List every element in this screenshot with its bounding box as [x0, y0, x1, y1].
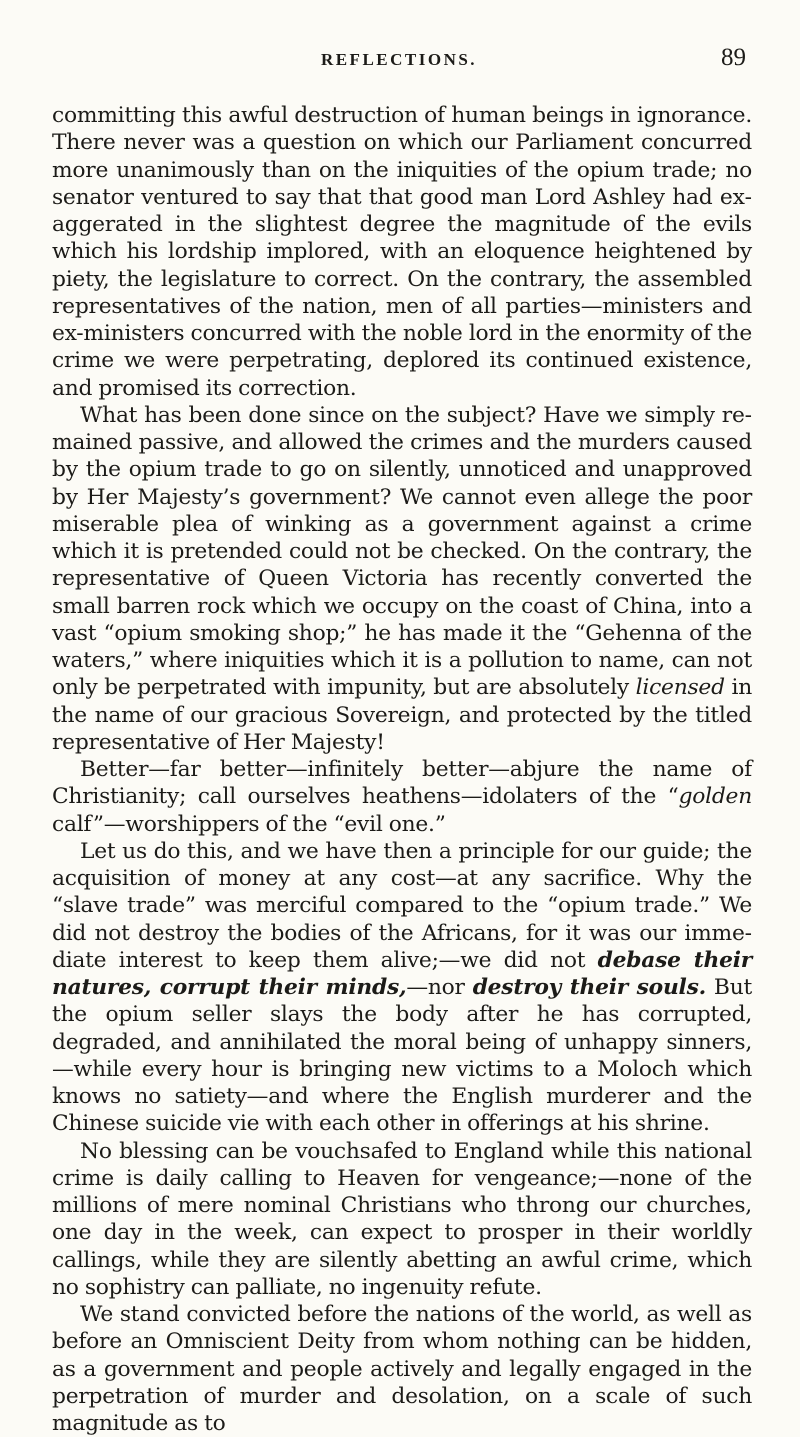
paragraph-text: Let us do this, and we have then a principle for our guide; the acquisition of money at any cost—at any sacrifice. Why the “slave trade” was merciful compared to the “opium trade.” We did not destroy the bodies of the Africans, for it was our immediate interest to keep them alive;—we did not [52, 838, 752, 973]
paragraph-text: Better—far better—infinitely better—abjure the name of Christianity; call ourselves heathens—idolaters of the “ [52, 757, 752, 810]
paragraph-text: calf”—worshippers of the “evil one.” [52, 811, 446, 837]
bold-italic-emphasis: debase their natures, corrupt their minds, [52, 947, 753, 1000]
body-text [52, 102, 752, 1437]
bold-italic-emphasis: destroy their souls. [472, 975, 706, 1000]
paragraph [52, 402, 752, 756]
paragraph-text: But the opium seller slays the body after he has corrupted, degraded, and annihilated the moral being of unhappy sinners,—while every hour is bringing new victims to a Moloch which knows no satiety—and where the English murderer and the Chinese suicide vie with each other in offerings at his shrine. [52, 975, 753, 1137]
paragraph [52, 756, 752, 838]
paragraph: We stand convicted before the nations of the world, as well as before an Omniscient Deity from whom nothing can be hidden, as a government and people actively and legally engaged in the perpetration of murder and desolation, on a scale of such magnitude as to [52, 1302, 752, 1436]
paragraph-text: What has been done since on the subject? Have we simply remained passive, and allowed the crimes and the murders caused by the opium trade to go on silently, unnoticed and unapproved by Her Majesty’s government? We cannot even allege the poor miserable plea of winking as a government against a crime which it is pretended could not be checked. On the contrary, the representative of Queen Victoria has recently converted the small barren rock which we occupy on the coast of China, into a vast “opium smoking shop;” he has made it the “Gehenna of the waters,” where iniquities which it is a pollution to name, can not only be perpetrated with impunity, but are absolutely [52, 402, 752, 701]
paragraph-text: —nor [406, 975, 473, 1000]
paragraph [52, 838, 752, 1138]
page-header [52, 44, 746, 84]
italic-emphasis: licensed [635, 675, 725, 701]
italic-emphasis: golden [678, 784, 752, 810]
paragraph: committing this awful destruction of human beings in ignorance. There never was a question on which our Parliament concurred more unanimously than on the iniquities of the opium trade; no senator ventured to say that that good man Lord Ashley had exaggerated in the slightest degree the magnitude of the evils which his lordship implored, with an eloquence heightened by piety, the legislature to correct. On the contrary, the assembled representatives of the nation, men of all parties—ministers and ex-ministers concurred with the noble lord in the enormity of the crime we were perpetrating, deplored its continued existence, and promised its correction. [52, 103, 752, 401]
page-number: 89 [721, 44, 746, 71]
paragraph: No blessing can be vouchsafed to England while this national crime is daily calling to Heaven for vengeance;—none of the millions of mere nominal Christians who throng our churches, one day in the week, can expect to prosper in their worldly callings, while they are silently abetting an awful crime, which no sophistry can palliate, no ingenuity refute. [52, 1138, 752, 1300]
paragraph-text: in the name of our gracious Sovereign, and protected by the titled representative of Her Majesty! [52, 675, 752, 755]
running-head: REFLECTIONS. [320, 50, 478, 69]
